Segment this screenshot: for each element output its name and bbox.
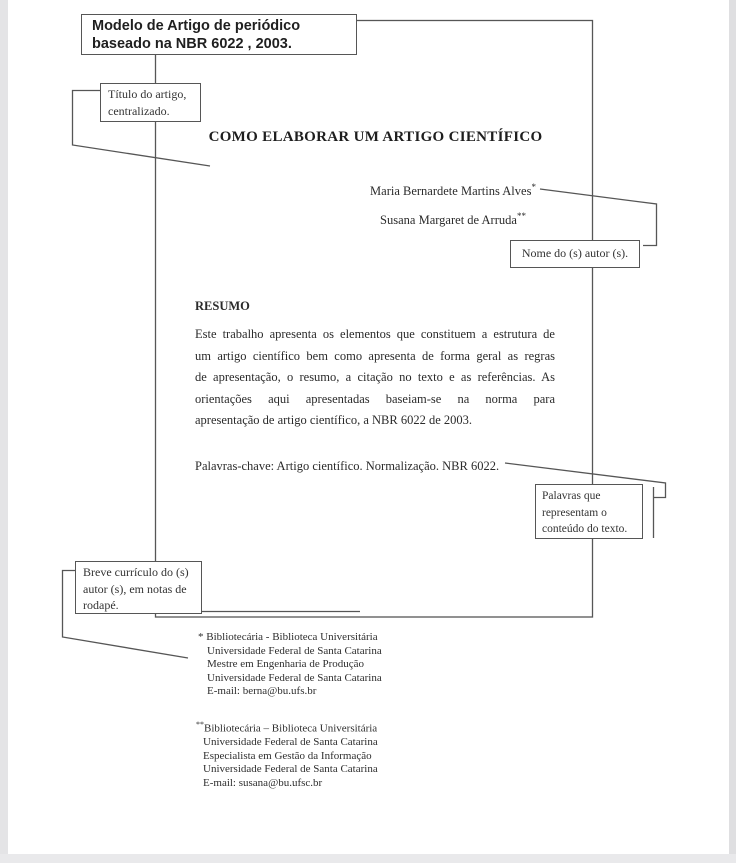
footnote-line: Mestre em Engenharia de Produção [207, 658, 364, 671]
scan-edge-right [729, 0, 736, 863]
bio-note-line3: rodapé. [83, 598, 119, 612]
model-note-line2: baseado na NBR 6022 , 2003. [92, 36, 292, 52]
keywords-note-callout [535, 484, 643, 539]
bio-note-callout [75, 561, 202, 614]
author-2-footnote-mark: ** [516, 211, 526, 222]
resumo-line: um artigo científico bem como apresenta de forma geral as regras [195, 348, 555, 363]
scan-edge-left [0, 0, 8, 863]
footnote-line: **Bibliotecária – Biblioteca Universitária [196, 720, 378, 735]
author-1-footnote-mark: * [531, 182, 536, 192]
keywords-note-line3: conteúdo do texto. [542, 523, 628, 535]
title-note-callout [100, 83, 201, 122]
footnote-mark: * [198, 631, 207, 643]
keywords-line: Palavras-chave: Artigo científico. Normalização. NBR 6022. [195, 459, 500, 473]
bio-note-line1: Breve currículo do (s) [83, 565, 189, 579]
footnote-author-1 [198, 631, 382, 699]
footnote-mark: ** [196, 720, 204, 729]
resumo-paragraph [195, 324, 555, 432]
author-2: Susana Margaret de Arruda** [380, 211, 526, 228]
footnote-line: * Bibliotecária - Biblioteca Universitária [198, 631, 378, 643]
footnote-line: Universidade Federal de Santa Catarina [203, 736, 378, 749]
scan-edge-bottom [0, 854, 736, 863]
footnote-line: Especialista em Gestão da Informação [203, 749, 372, 762]
footnote-line: Universidade Federal de Santa Catarina [207, 671, 382, 684]
bio-note-line2: autor (s), em notas de [83, 581, 187, 596]
page-border [156, 21, 593, 618]
resumo-line: Este trabalho apresenta os elementos que constituem a estrutura de [195, 327, 555, 341]
author-names [328, 175, 578, 233]
keywords-note-line2: representam o [542, 506, 607, 519]
model-note-callout [81, 14, 357, 55]
resumo-line: de apresentação, o resumo, a citação no texto e as referências. As [195, 370, 555, 385]
resumo-heading: RESUMO [195, 299, 250, 313]
title-note-line1: Título do artigo, [108, 87, 187, 101]
model-note-line1: Modelo de Artigo de periódico [92, 18, 301, 34]
article-title: COMO ELABORAR UM ARTIGO CIENTÍFICO [208, 129, 543, 145]
keywords-note-line1: Palavras que [542, 490, 601, 502]
resumo-line: orientações aqui apresentadas baseiam-se na norma para [195, 391, 555, 406]
footnote-line: Universidade Federal de Santa Catarina [207, 644, 382, 657]
title-note-line2: centralizado. [108, 104, 170, 118]
author-note-callout: Nome do (s) autor (s). [510, 240, 640, 268]
footnote-email: E-mail: susana@bu.ufsc.br [203, 777, 323, 790]
footnote-author-2 [196, 718, 378, 791]
resumo-line: apresentação de artigo científico, a NBR 6022 de 2003. [195, 413, 472, 428]
author-1: Maria Bernardete Martins Alves* [370, 182, 536, 199]
footnote-line: Universidade Federal de Santa Catarina [203, 763, 378, 776]
footnote-email: E-mail: berna@bu.ufs.br [207, 685, 317, 698]
